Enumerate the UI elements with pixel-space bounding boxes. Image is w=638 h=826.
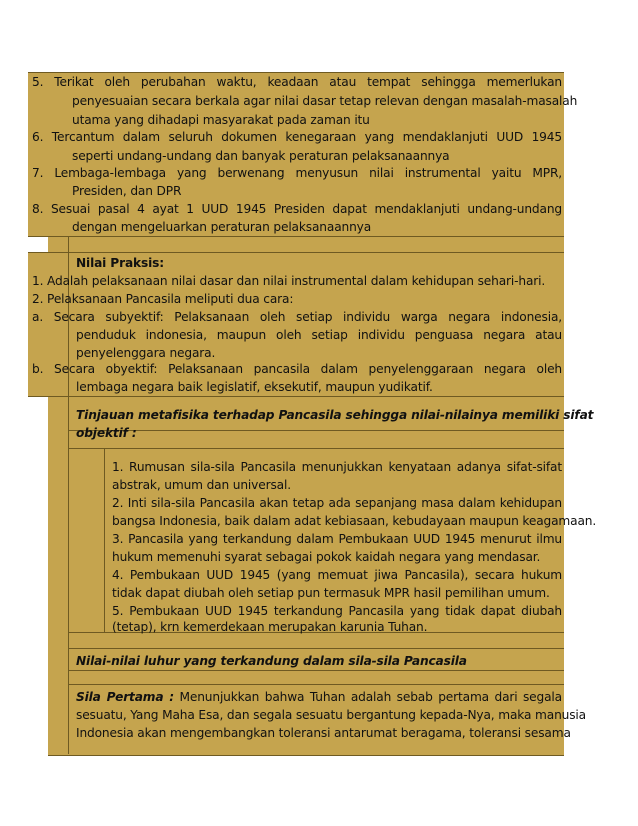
- item-5-line-1: 5. Terikat oleh perubahan waktu, keadaan atau tempat sehingga memerlukan: [32, 75, 562, 89]
- praksis-item-a-line-1: a. Secara subyektif: Pelaksanaan oleh setiap individu warga negara indonesia,: [32, 310, 562, 324]
- item-8-line-2: dengan mengeluarkan peraturan pelaksanaannya: [72, 220, 372, 234]
- praksis-item-b-line-2: lembaga negara baik legislatif, eksekutif, maupun yudikatif.: [76, 380, 433, 394]
- nilai-luhur-heading: Nilai-nilai luhur yang terkandung dalam sila-sila Pancasila: [76, 654, 467, 668]
- tinjauan-item-5-line-2: (tetap), krn kemerdekaan merupakan karunia Tuhan.: [112, 620, 428, 634]
- tinjauan-item-2-line-1: 2. Inti sila-sila Pancasila akan tetap ada sepanjang masa dalam kehidupan: [112, 496, 562, 510]
- col-rule: [104, 448, 105, 632]
- tinjauan-heading-line-2: objektif :: [76, 426, 137, 440]
- row-rule: [68, 448, 564, 449]
- item-6-line-2: seperti undang-undang dan banyak peraturan pelaksanaannya: [72, 149, 450, 163]
- tinjauan-item-2-line-2: bangsa Indonesia, baik dalam adat kebiasaan, kebudayaan maupun keagamaan.: [112, 514, 597, 528]
- row-rule: [28, 236, 564, 237]
- tinjauan-item-3-line-1: 3. Pancasila yang terkandung dalam Pembukaan UUD 1945 menurut ilmu: [112, 532, 562, 546]
- item-5-line-2: penyesuaian secara berkala agar nilai dasar tetap relevan dengan masalah-masalah: [72, 94, 578, 108]
- row-rule: [68, 648, 564, 649]
- praksis-item-b-line-1: b. Secara obyektif: Pelaksanaan pancasila dalam penyelenggaraan negara oleh: [32, 362, 562, 376]
- row-rule: [28, 252, 564, 253]
- item-6-line-1: 6. Tercantum dalam seluruh dokumen kenegaraan yang mendaklanjuti UUD 1945: [32, 130, 562, 144]
- praksis-item-1: 1. Adalah pelaksanaan nilai dasar dan nilai instrumental dalam kehidupan sehari-hari.: [32, 274, 546, 288]
- tinjauan-item-4-line-2: tidak dapat diubah oleh setiap pun termasuk MPR hasil pemilihan umum.: [112, 586, 550, 600]
- item-7-line-2: Presiden, dan DPR: [72, 184, 182, 198]
- tinjauan-heading-line-1: Tinjauan metafisika terhadap Pancasila sehingga nilai-nilainya memiliki sifat: [76, 408, 594, 422]
- nilai-praksis-heading: Nilai Praksis:: [76, 256, 164, 270]
- tinjauan-item-1-line-1: 1. Rumusan sila-sila Pancasila menunjukkan kenyataan adanya sifat-sifat: [112, 460, 562, 474]
- row-rule: [28, 396, 564, 397]
- praksis-item-a-line-2: penduduk indonesia, maupun oleh setiap individu penguasa negara atau: [76, 328, 562, 342]
- sila-pertama-line-1: [76, 688, 562, 706]
- tinjauan-item-5-line-1: 5. Pembukaan UUD 1945 terkandung Pancasila yang tidak dapat diubah: [112, 604, 562, 618]
- item-5-line-3: utama yang dihadapi masyarakat pada zaman itu: [72, 113, 370, 127]
- row-rule: [68, 430, 564, 431]
- row-rule: [68, 670, 564, 671]
- sila-pertama-line-3: Indonesia akan mengembangkan toleransi antarumat beragama, toleransi sesama: [76, 726, 571, 740]
- item-7-line-1: 7. Lembaga-lembaga yang berwenang menyusun nilai instrumental yaitu MPR,: [32, 166, 562, 180]
- tinjauan-item-4-line-1: 4. Pembukaan UUD 1945 (yang memuat jiwa Pancasila), secara hukum: [112, 568, 562, 582]
- praksis-item-2: 2. Pelaksanaan Pancasila meliputi dua cara:: [32, 292, 294, 306]
- sila-pertama-line-2: sesuatu, Yang Maha Esa, dan segala sesuatu bergantung kepada-Nya, maka manusia: [76, 708, 586, 722]
- item-8-line-1: 8. Sesuai pasal 4 ayat 1 UUD 1945 Presiden dapat mendaklanjuti undang-undang: [32, 202, 562, 216]
- row-rule: [68, 684, 564, 685]
- praksis-item-a-line-3: penyelenggara negara.: [76, 346, 216, 360]
- tinjauan-item-1-line-2: abstrak, umum dan universal.: [112, 478, 291, 492]
- sila-pertama-text: Menunjukkan bahwa Tuhan adalah sebab pertama dari segala: [174, 690, 562, 704]
- tinjauan-item-3-line-2: hukum memenuhi syarat sebagai pokok kaidah negara yang mendasar.: [112, 550, 541, 564]
- sila-pertama-label: Sila Pertama :: [76, 690, 175, 704]
